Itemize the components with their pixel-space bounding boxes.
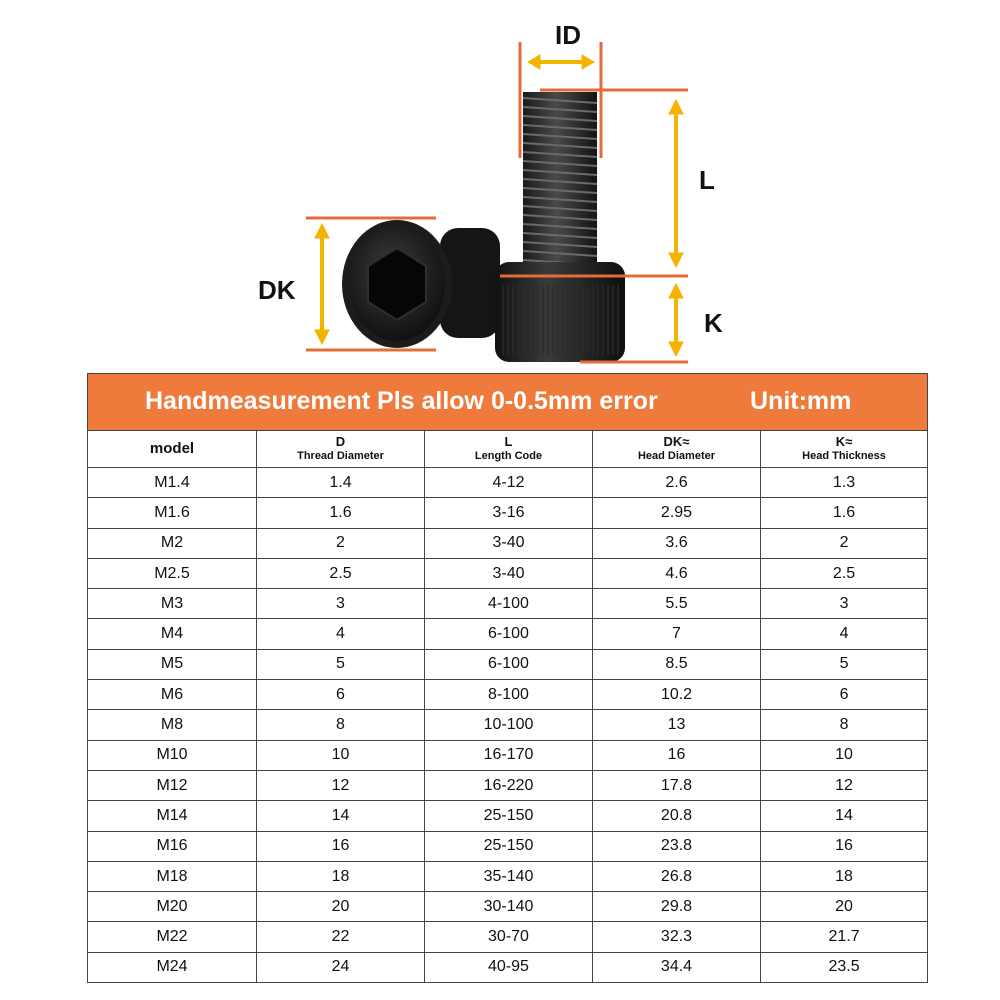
table-row — [88, 558, 928, 588]
table-cell: 20 — [257, 892, 425, 922]
table-cell: 40-95 — [425, 952, 593, 982]
table-cell: 25-150 — [425, 831, 593, 861]
table-cell: 29.8 — [593, 892, 761, 922]
table-cell: 8 — [257, 710, 425, 740]
table-cell: 34.4 — [593, 952, 761, 982]
table-cell: 3.6 — [593, 528, 761, 558]
table-cell: 2 — [761, 528, 928, 558]
table-cell: 2.5 — [257, 558, 425, 588]
table-cell: 10.2 — [593, 680, 761, 710]
table-cell: 2.95 — [593, 498, 761, 528]
table-cell: 10 — [257, 740, 425, 770]
table-cell: 14 — [761, 801, 928, 831]
table-row — [88, 952, 928, 982]
table-cell: 16-170 — [425, 740, 593, 770]
table-row — [88, 649, 928, 679]
table-cell: 20 — [761, 892, 928, 922]
table-row — [88, 740, 928, 770]
column-header-thread-diameter: D Thread Diameter — [257, 431, 425, 468]
table-cell: 3 — [257, 589, 425, 619]
table-cell: 18 — [257, 861, 425, 891]
table-cell: M22 — [88, 922, 257, 952]
table-cell: 4-12 — [425, 468, 593, 498]
column-header-length-code: L Length Code — [425, 431, 593, 468]
table-cell: 25-150 — [425, 801, 593, 831]
dimension-label-k: K — [704, 308, 723, 338]
dimension-label-id: ID — [555, 20, 581, 50]
table-cell: M4 — [88, 619, 257, 649]
table-row — [88, 710, 928, 740]
column-header-row — [88, 431, 928, 468]
table-cell: 16 — [257, 831, 425, 861]
table-cell: 3-40 — [425, 558, 593, 588]
table-cell: 10 — [761, 740, 928, 770]
table-cell: M5 — [88, 649, 257, 679]
table-cell: 5.5 — [593, 589, 761, 619]
table-cell: 32.3 — [593, 922, 761, 952]
screw-head-view — [342, 220, 500, 348]
table-cell: 21.7 — [761, 922, 928, 952]
banner-title: Handmeasurement Pls allow 0-0.5mm error — [145, 387, 658, 415]
table-cell: 1.4 — [257, 468, 425, 498]
table-cell: M1.4 — [88, 468, 257, 498]
table-cell: M16 — [88, 831, 257, 861]
table-row — [88, 922, 928, 952]
table-cell: 2.5 — [761, 558, 928, 588]
table-cell: M12 — [88, 770, 257, 800]
table-cell: 18 — [761, 861, 928, 891]
table-cell: M2.5 — [88, 558, 257, 588]
table-cell: 24 — [257, 952, 425, 982]
screw-side-view — [495, 92, 625, 362]
table-cell: 30-140 — [425, 892, 593, 922]
column-header-head-thickness: K≈ Head Thickness — [761, 431, 928, 468]
table-cell: 6 — [257, 680, 425, 710]
table-cell: 8 — [761, 710, 928, 740]
table-cell: 6-100 — [425, 649, 593, 679]
table-cell: M14 — [88, 801, 257, 831]
table-cell: 5 — [257, 649, 425, 679]
table-cell: 13 — [593, 710, 761, 740]
table-cell: 3 — [761, 589, 928, 619]
table-cell: 10-100 — [425, 710, 593, 740]
table-cell: 22 — [257, 922, 425, 952]
column-header-head-diameter: DK≈ Head Diameter — [593, 431, 761, 468]
table-cell: 1.3 — [761, 468, 928, 498]
table-cell: 2.6 — [593, 468, 761, 498]
table-cell: 16 — [593, 740, 761, 770]
table-cell: 30-70 — [425, 922, 593, 952]
table-cell: 8.5 — [593, 649, 761, 679]
table-cell: 1.6 — [761, 498, 928, 528]
table-row — [88, 801, 928, 831]
table-cell: 6-100 — [425, 619, 593, 649]
table-cell: M10 — [88, 740, 257, 770]
table-cell: M8 — [88, 710, 257, 740]
table-cell: 12 — [761, 770, 928, 800]
table-cell: 4 — [257, 619, 425, 649]
table-cell: 1.6 — [257, 498, 425, 528]
table-body — [88, 468, 928, 983]
table-row — [88, 831, 928, 861]
table-cell: 3-40 — [425, 528, 593, 558]
banner-unit: Unit:mm — [750, 387, 852, 415]
table-cell: 23.8 — [593, 831, 761, 861]
table-cell: 23.5 — [761, 952, 928, 982]
table-row — [88, 861, 928, 891]
table-banner — [88, 374, 928, 431]
table-row — [88, 498, 928, 528]
table-row — [88, 589, 928, 619]
table-cell: 16-220 — [425, 770, 593, 800]
screw-illustration — [0, 0, 1000, 372]
table-row — [88, 892, 928, 922]
table-row — [88, 680, 928, 710]
size-spec-table — [87, 373, 928, 983]
table-cell: 7 — [593, 619, 761, 649]
table-cell: 4.6 — [593, 558, 761, 588]
table-cell: 20.8 — [593, 801, 761, 831]
table-cell: 2 — [257, 528, 425, 558]
table-row — [88, 619, 928, 649]
table-cell: 4 — [761, 619, 928, 649]
table-cell: M18 — [88, 861, 257, 891]
table-cell: M2 — [88, 528, 257, 558]
table-cell: 5 — [761, 649, 928, 679]
table-cell: M1.6 — [88, 498, 257, 528]
table-cell: 14 — [257, 801, 425, 831]
table-cell: 17.8 — [593, 770, 761, 800]
table-cell: 4-100 — [425, 589, 593, 619]
table-cell: 3-16 — [425, 498, 593, 528]
table-cell: 12 — [257, 770, 425, 800]
table-cell: 8-100 — [425, 680, 593, 710]
table-cell: M20 — [88, 892, 257, 922]
table-row — [88, 468, 928, 498]
table-cell: M3 — [88, 589, 257, 619]
column-header-model: model — [88, 431, 257, 468]
table-cell: 35-140 — [425, 861, 593, 891]
table-cell: 16 — [761, 831, 928, 861]
screw-drawing — [0, 0, 1000, 372]
dimension-label-dk: DK — [258, 275, 296, 305]
table-row — [88, 770, 928, 800]
table-cell: 26.8 — [593, 861, 761, 891]
table-cell: M24 — [88, 952, 257, 982]
dimension-label-l: L — [699, 165, 715, 195]
table-cell: 6 — [761, 680, 928, 710]
table-row — [88, 528, 928, 558]
table-cell: M6 — [88, 680, 257, 710]
